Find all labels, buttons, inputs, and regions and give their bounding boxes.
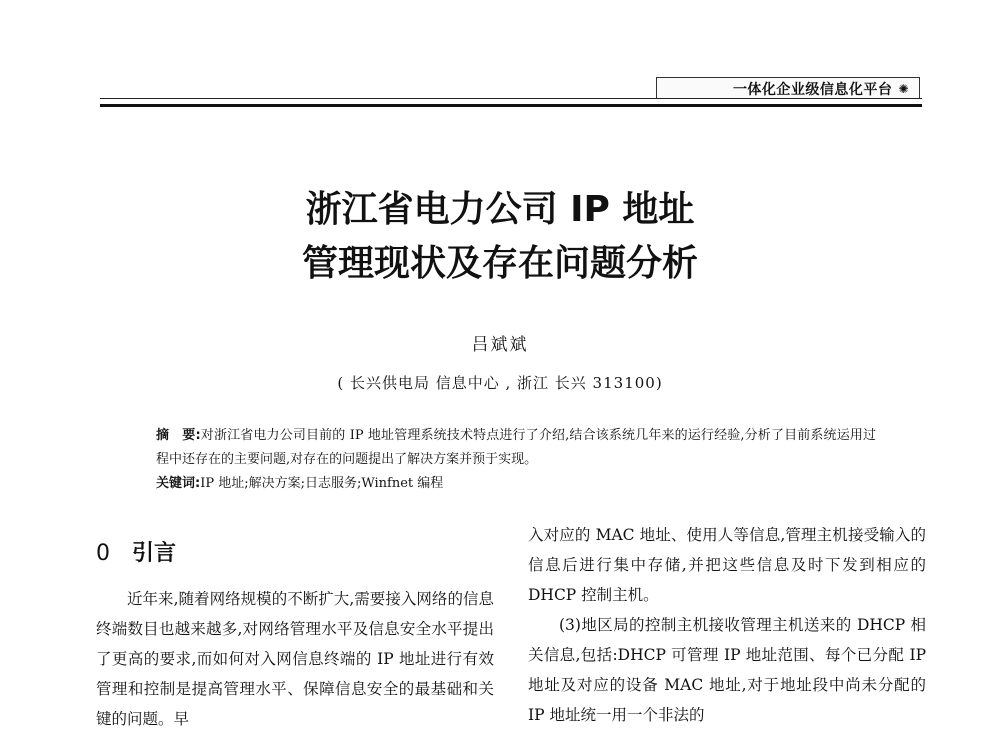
abstract-label: 摘 要: <box>156 428 201 443</box>
abstract-text: 对浙江省电力公司目前的 IP 地址管理系统技术特点进行了介绍,结合该系统几年来的运行经验,分析了目前系统运用过程中还存在的主要问题,对存在的问题提出了解决方案并预于实现。 <box>156 428 876 467</box>
article-title-line-2: 管理现状及存在问题分析 <box>301 243 698 284</box>
article-affiliation: ( 长兴供电局 信息中心 , 浙江 长兴 313100) <box>337 374 663 392</box>
article-title-line-1: 浙江省电力公司 IP 地址 <box>305 189 695 230</box>
section-title: 引言 <box>132 541 177 566</box>
left-column <box>96 584 494 734</box>
right-paragraph-1: 入对应的 MAC 地址、使用人等信息,管理主机接受输入的信息后进行集中存储,并把这些信息及时下发到相应的 DHCP 控制主机。 <box>528 526 926 604</box>
right-paragraph-2: (3)地区局的控制主机接收管理主机送来的 DHCP 相关信息,包括:DHCP 可管理 IP 地址范围、每个已分配 IP 地址及对应的设备 MAC 地址,对于地址段中尚未分配的 IP 地址统一用一个非法的 <box>528 616 926 724</box>
journal-section-title: 一体化企业级信息化平台 <box>732 81 893 98</box>
header-rule-thin <box>100 98 922 99</box>
keywords-label: 关键词: <box>156 476 201 491</box>
abstract <box>156 424 876 472</box>
keywords-text: IP 地址;解决方案;日志服务;Winfnet 编程 <box>200 476 444 491</box>
left-paragraph: 近年来,随着网络规模的不断扩大,需要接入网络的信息终端数目也越来越多,对网络管理水平及信息安全水平提出了更高的要求,而如何对入网信息终端的 IP 地址进行有效管理和控制是提高管理水平、保障信息安全的最基础和关键的问题。早 <box>96 590 494 728</box>
article-author: 吕斌斌 <box>471 335 529 355</box>
section-number: 0 <box>96 541 110 566</box>
right-column <box>528 520 926 730</box>
header-rule-thick <box>100 104 922 107</box>
journal-section-tag <box>656 77 920 99</box>
section-heading <box>96 536 176 567</box>
journal-logo-icon: ✺ <box>898 81 909 96</box>
keywords <box>156 472 443 496</box>
